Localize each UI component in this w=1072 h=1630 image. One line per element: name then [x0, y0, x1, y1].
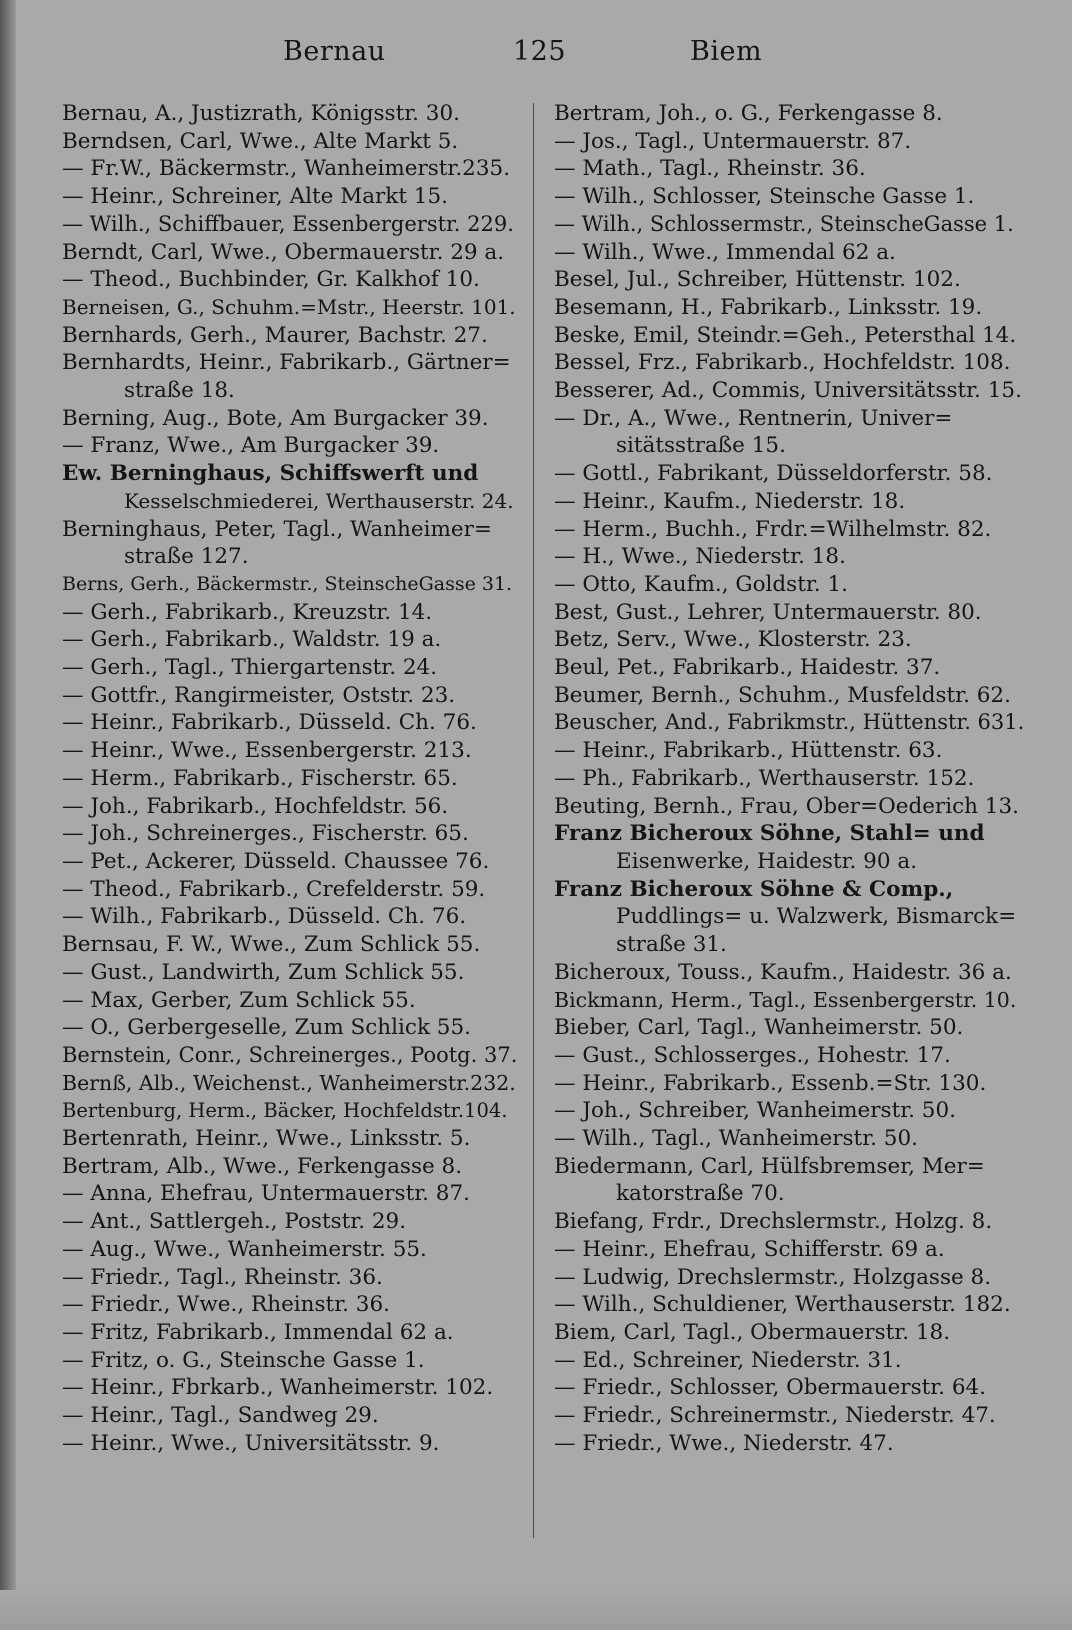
directory-entry: — Heinr., Tagl., Sandweg 29. [62, 1403, 379, 1429]
directory-entry: Puddlings= u. Walzwerk, Bismarck= [616, 904, 1017, 930]
directory-entry: — Otto, Kaufm., Goldstr. 1. [554, 571, 848, 597]
directory-entry: — Fritz, Fabrikarb., Immendal 62 a. [62, 1319, 454, 1345]
directory-entry: — Joh., Fabrikarb., Hochfeldstr. 56. [62, 793, 449, 819]
directory-entry: Berns, Gerh., Bäckermstr., SteinscheGasse 31. [62, 572, 513, 595]
directory-entry: — Friedr., Schlosser, Obermauerstr. 64. [554, 1375, 987, 1401]
directory-entry: Berning, Aug., Bote, Am Burgacker 39. [62, 405, 489, 431]
directory-entry: — Ph., Fabrikarb., Werthauserstr. 152. [554, 765, 975, 791]
directory-entry: — Heinr., Wwe., Essenbergerstr. 213. [62, 738, 472, 764]
directory-entry: — Wilh., Fabrikarb., Düsseld. Ch. 76. [62, 904, 467, 930]
directory-entry: katorstraße 70. [616, 1181, 785, 1207]
directory-entry: — Heinr., Kaufm., Niederstr. 18. [554, 488, 906, 514]
left-column [62, 100, 517, 1457]
directory-entry: Bickmann, Herm., Tagl., Essenbergerstr. 10. [554, 987, 1017, 1012]
directory-entry: straße 31. [616, 932, 727, 958]
directory-entry: Biefang, Frdr., Drechslermstr., Holzg. 8. [554, 1209, 993, 1235]
directory-entry: Biedermann, Carl, Hülfsbremser, Mer= [554, 1153, 985, 1179]
directory-entry: Franz Bicheroux Söhne, Stahl= und [554, 821, 985, 847]
directory-entry: — Wilh., Tagl., Wanheimerstr. 50. [554, 1126, 918, 1152]
directory-entry: — Wilh., Wwe., Immendal 62 a. [554, 239, 896, 265]
directory-entry: Beumer, Bernh., Schuhm., Musfeldstr. 62. [554, 682, 1011, 708]
directory-entry: — Heinr., Schreiner, Alte Markt 15. [62, 184, 449, 210]
directory-entry: Beuscher, And., Fabrikmstr., Hüttenstr. 631. [554, 710, 1025, 735]
directory-entry: — Friedr., Tagl., Rheinstr. 36. [62, 1264, 383, 1290]
directory-entry: — Aug., Wwe., Wanheimerstr. 55. [62, 1236, 427, 1262]
directory-entry: Kesselschmiederei, Werthauserstr. 24. [124, 488, 514, 513]
directory-entry: straße 127. [124, 544, 249, 570]
directory-entry: — O., Gerbergeselle, Zum Schlick 55. [62, 1015, 472, 1041]
directory-entry: Berneisen, G., Schuhm.=Mstr., Heerstr. 101. [62, 294, 516, 319]
directory-entry: Eisenwerke, Haidestr. 90 a. [616, 848, 918, 874]
directory-entry: — Heinr., Fabrikarb., Essenb.=Str. 130. [554, 1070, 987, 1096]
directory-entry: Betz, Serv., Wwe., Klosterstr. 23. [554, 627, 912, 653]
directory-entry: — Heinr., Wwe., Universitätsstr. 9. [62, 1430, 440, 1456]
directory-entry: — Gerh., Tagl., Thiergartenstr. 24. [62, 655, 438, 681]
directory-entry: — Friedr., Wwe., Niederstr. 47. [554, 1430, 894, 1456]
header-last-name: Biem [690, 36, 763, 67]
directory-entry: Bieber, Carl, Tagl., Wanheimerstr. 50. [554, 1015, 964, 1041]
directory-entry: — Ludwig, Drechslermstr., Holzgasse 8. [554, 1264, 992, 1290]
directory-entry: — Jos., Tagl., Untermauerstr. 87. [554, 128, 912, 154]
directory-entry: — Franz, Wwe., Am Burgacker 39. [62, 433, 440, 459]
directory-entry: — Heinr., Fbrkarb., Wanheimerstr. 102. [62, 1375, 494, 1401]
directory-entry: — Gerh., Fabrikarb., Kreuzstr. 14. [62, 599, 433, 625]
directory-entry: Bertram, Joh., o. G., Ferkengasse 8. [554, 101, 943, 126]
header-first-name: Bernau [283, 36, 386, 67]
directory-entry: — Wilh., Schlossermstr., SteinscheGasse 1. [554, 211, 1014, 236]
directory-entry: — Fritz, o. G., Steinsche Gasse 1. [62, 1347, 425, 1373]
directory-entry: Bessel, Frz., Fabrikarb., Hochfeldstr. 108. [554, 350, 1011, 376]
directory-entry: Bicheroux, Touss., Kaufm., Haidestr. 36 a. [554, 959, 1012, 985]
directory-entry: — Math., Tagl., Rheinstr. 36. [554, 156, 866, 182]
right-column [554, 100, 1024, 1457]
directory-entry: — Theod., Buchbinder, Gr. Kalkhof 10. [62, 267, 480, 293]
directory-entry: — Max, Gerber, Zum Schlick 55. [62, 987, 416, 1013]
page-header [0, 36, 1072, 76]
directory-entry: — Heinr., Fabrikarb., Düsseld. Ch. 76. [62, 710, 477, 736]
directory-entry: — Herm., Buchh., Frdr.=Wilhelmstr. 82. [554, 516, 992, 542]
directory-entry: Bernau, A., Justizrath, Königsstr. 30. [62, 101, 461, 126]
directory-entry: Bertenburg, Herm., Bäcker, Hochfeldstr.104. [62, 1099, 508, 1123]
directory-entry: Besel, Jul., Schreiber, Hüttenstr. 102. [554, 267, 961, 293]
directory-entry: — Wilh., Schuldiener, Werthauserstr. 182. [554, 1292, 1011, 1318]
directory-entry: — Dr., A., Wwe., Rentnerin, Univer= [554, 405, 953, 431]
directory-entry: Beske, Emil, Steindr.=Geh., Petersthal 14. [554, 322, 1017, 348]
directory-entry: Bernhards, Gerh., Maurer, Bachstr. 27. [62, 322, 488, 348]
directory-entry: — Ed., Schreiner, Niederstr. 31. [554, 1347, 902, 1373]
directory-entry: — Wilh., Schiffbauer, Essenbergerstr. 229. [62, 211, 514, 236]
directory-entry: straße 18. [124, 378, 235, 404]
directory-entry: — Pet., Ackerer, Düsseld. Chaussee 76. [62, 848, 490, 874]
directory-entry: Biem, Carl, Tagl., Obermauerstr. 18. [554, 1319, 951, 1345]
directory-entry: — Heinr., Fabrikarb., Hüttenstr. 63. [554, 738, 943, 764]
directory-entry: Ew. Berninghaus, Schiffswerft und [62, 461, 479, 487]
directory-entry: Besserer, Ad., Commis, Universitätsstr. 15. [554, 378, 1022, 404]
directory-entry: — Friedr., Wwe., Rheinstr. 36. [62, 1292, 390, 1318]
directory-entry: — Heinr., Ehefrau, Schifferstr. 69 a. [554, 1236, 945, 1262]
directory-entry: — Anna, Ehefrau, Untermauerstr. 87. [62, 1181, 470, 1207]
directory-entry: Bertenrath, Heinr., Wwe., Linksstr. 5. [62, 1126, 471, 1152]
directory-entry: — Gust., Schlosserges., Hohestr. 17. [554, 1042, 951, 1068]
directory-entry: — Fr.W., Bäckermstr., Wanheimerstr.235. [62, 156, 511, 182]
directory-entry: — Joh., Schreinerges., Fischerstr. 65. [62, 821, 469, 847]
directory-entry: — Gust., Landwirth, Zum Schlick 55. [62, 959, 465, 985]
directory-entry: Bertram, Alb., Wwe., Ferkengasse 8. [62, 1153, 463, 1179]
directory-entry: — Gottl., Fabrikant, Düsseldorferstr. 58. [554, 461, 993, 487]
directory-entry: — Wilh., Schlosser, Steinsche Gasse 1. [554, 184, 975, 210]
directory-entry: Berndsen, Carl, Wwe., Alte Markt 5. [62, 128, 459, 154]
directory-entry: Beuting, Bernh., Frau, Ober=Oederich 13. [554, 793, 1020, 819]
column-divider [533, 103, 534, 1538]
directory-entry: Bernsau, F. W., Wwe., Zum Schlick 55. [62, 932, 481, 958]
directory-entry: Berninghaus, Peter, Tagl., Wanheimer= [62, 516, 492, 542]
directory-entry: Franz Bicheroux Söhne & Comp., [554, 876, 954, 902]
page-number: 125 [513, 36, 567, 67]
directory-entry: Bernhardts, Heinr., Fabrikarb., Gärtner= [62, 350, 511, 376]
directory-entry: sitätsstraße 15. [616, 433, 786, 459]
directory-entry: Bernstein, Conr., Schreinerges., Pootg. 37. [62, 1042, 518, 1067]
directory-entry: — Herm., Fabrikarb., Fischerstr. 65. [62, 765, 458, 791]
directory-entry: — H., Wwe., Niederstr. 18. [554, 544, 846, 570]
directory-entry: Berndt, Carl, Wwe., Obermauerstr. 29 a. [62, 239, 505, 265]
directory-entry: — Gottfr., Rangirmeister, Oststr. 23. [62, 682, 456, 708]
directory-entry: — Friedr., Schreinermstr., Niederstr. 47. [554, 1403, 996, 1429]
directory-entry: Best, Gust., Lehrer, Untermauerstr. 80. [554, 599, 982, 625]
directory-entry: Beul, Pet., Fabrikarb., Haidestr. 37. [554, 655, 941, 681]
directory-entry: Besemann, H., Fabrikarb., Linksstr. 19. [554, 294, 983, 320]
directory-entry: — Theod., Fabrikarb., Crefelderstr. 59. [62, 876, 486, 902]
directory-entry: Bernß, Alb., Weichenst., Wanheimerstr.232. [62, 1070, 516, 1095]
directory-entry: — Joh., Schreiber, Wanheimerstr. 50. [554, 1098, 956, 1124]
directory-entry: — Ant., Sattlergeh., Poststr. 29. [62, 1209, 407, 1235]
directory-entry: — Gerh., Fabrikarb., Waldstr. 19 a. [62, 627, 442, 653]
